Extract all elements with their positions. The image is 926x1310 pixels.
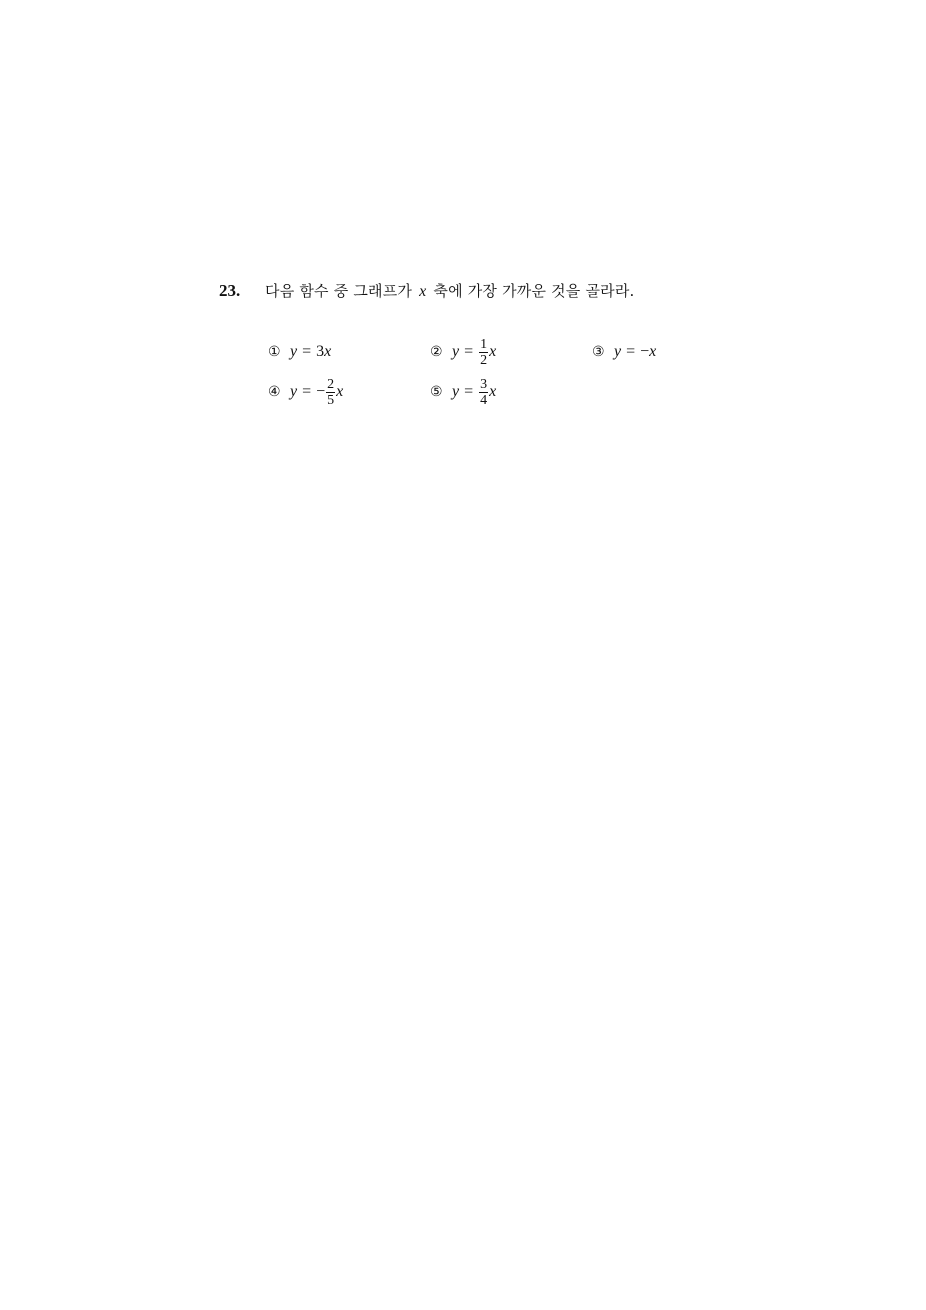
choice-1-y: y [290, 343, 298, 360]
choice-1-equals: = [302, 343, 312, 360]
choice-1-marker: ① [268, 344, 281, 360]
choice-4[interactable] [268, 372, 343, 412]
choice-4-equals: = [302, 383, 312, 400]
choice-5-expression [452, 377, 496, 408]
choice-4-numerator: 2 [327, 376, 335, 392]
choice-2-denominator: 2 [480, 352, 488, 368]
question-23 [219, 280, 739, 408]
choice-5-marker: ⑤ [430, 384, 443, 400]
choice-5-numerator: 3 [480, 376, 488, 392]
choice-2-numerator: 1 [480, 336, 488, 352]
question-variable: x [419, 283, 427, 300]
choice-2-fraction [479, 337, 488, 368]
choice-4-x: x [336, 383, 344, 400]
question-text-after: 축에 가장 가까운 것을 골라라. [433, 282, 635, 300]
choice-1-coefficient: 3 [316, 343, 325, 360]
choice-3-expression [614, 343, 656, 361]
choice-4-fraction [326, 377, 335, 408]
choice-1[interactable] [268, 332, 331, 372]
question-stem [219, 280, 739, 310]
choice-2-expression [452, 337, 496, 368]
choice-2-equals: = [464, 343, 474, 360]
choice-4-denominator: 5 [327, 392, 335, 408]
choice-5[interactable] [430, 372, 496, 412]
choice-5-x: x [489, 383, 497, 400]
choice-2-y: y [452, 343, 460, 360]
question-number: 23. [219, 281, 241, 300]
choice-2-marker: ② [430, 344, 443, 360]
choice-2-x: x [489, 343, 497, 360]
choice-4-sign: − [316, 383, 326, 400]
choice-3-x: x [649, 343, 657, 360]
choice-3[interactable] [592, 332, 656, 372]
question-text [265, 280, 635, 301]
choice-2[interactable] [430, 332, 496, 372]
question-text-before: 다음 함수 중 그래프가 [265, 282, 413, 300]
choice-1-x: x [324, 343, 332, 360]
choice-3-marker: ③ [592, 344, 605, 360]
choice-5-y: y [452, 383, 460, 400]
choice-4-expression [290, 377, 343, 408]
answer-choices [268, 332, 728, 412]
choice-5-equals: = [464, 383, 474, 400]
choice-5-denominator: 4 [480, 392, 488, 408]
choice-5-fraction [479, 377, 488, 408]
choice-3-sign: − [640, 343, 650, 360]
choice-1-expression [290, 343, 331, 361]
choice-3-y: y [614, 343, 622, 360]
choice-4-marker: ④ [268, 384, 281, 400]
choice-3-equals: = [626, 343, 636, 360]
choice-4-y: y [290, 383, 298, 400]
